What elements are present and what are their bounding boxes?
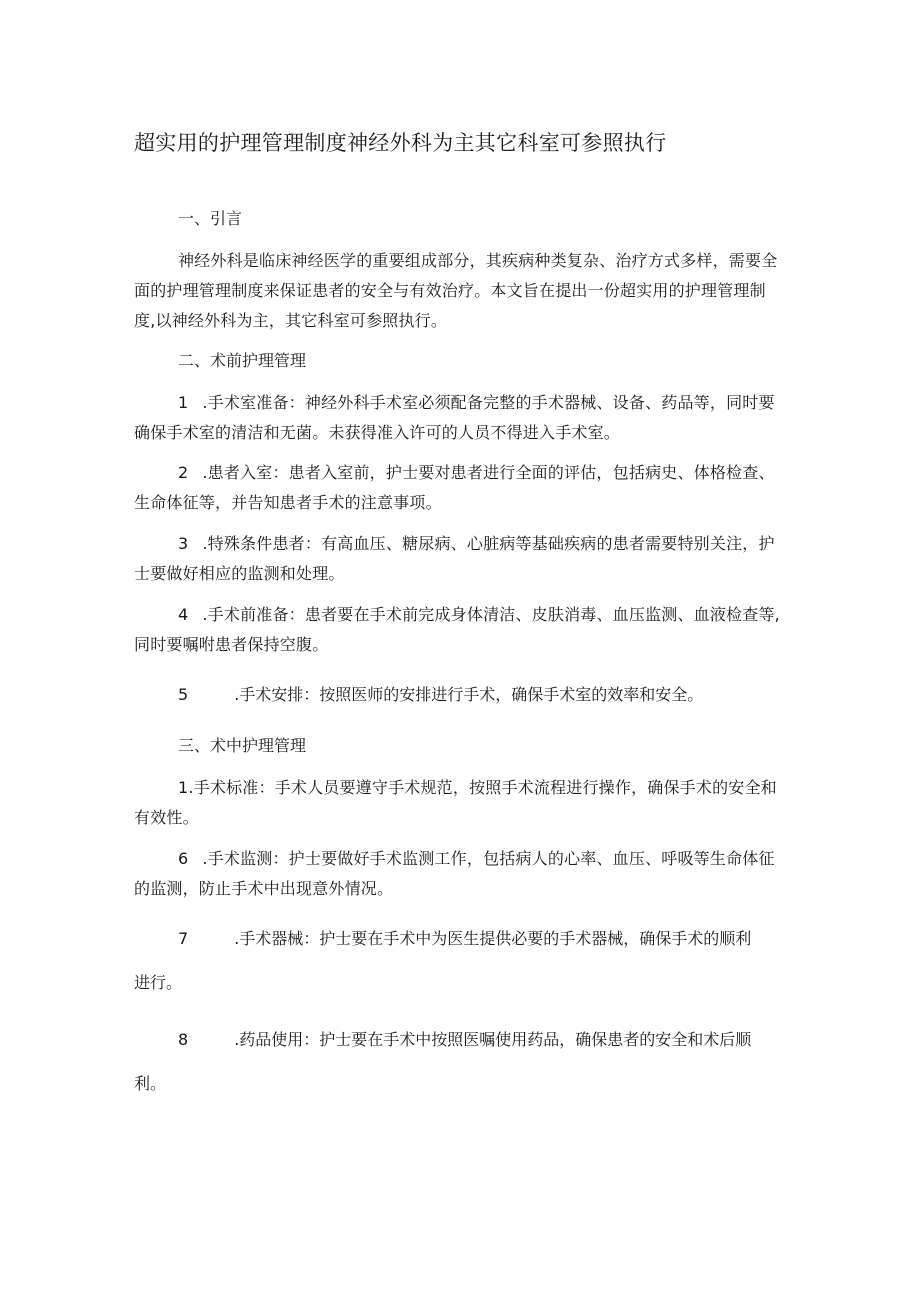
section-heading-preop: 二、术前护理管理 (178, 351, 307, 370)
item-number: 6 (178, 849, 189, 868)
item-text: .患者入室：患者入室前，护士要对患者进行全面的评估，包括病史、体格检查、生命体征等，并告知患者手术的注意事项。 (134, 463, 775, 512)
preop-item-2 (134, 458, 786, 518)
section-heading-intraop: 三、术中护理管理 (178, 736, 307, 755)
item-text: .特殊条件患者：有高血压、糖尿病、心脏病等基础疾病的患者需要特别关注，护士要做好相应的监测和处理。 (134, 534, 775, 583)
item-number: 5 (178, 685, 189, 704)
section-heading-intro: 一、引言 (178, 209, 243, 228)
intro-paragraph: 神经外科是临床神经医学的重要组成部分，其疾病种类复杂、治疗方式多样，需要全面的护理管理制度来保证患者的安全与有效治疗。本文旨在提出一份超实用的护理管理制度,以神经外科为主，其它科室可参照执行。 (134, 251, 778, 330)
intraop-item-8-line1 (178, 1025, 751, 1055)
intraop-item-6 (134, 844, 786, 904)
intraop-item-8-line2: 利。 (134, 1074, 167, 1093)
item-number: 7 (178, 929, 189, 948)
item-text: .手术器械：护士要在手术中为医生提供必要的手术器械，确保手术的顺利 (234, 929, 752, 948)
item-number: 1 (178, 393, 189, 412)
intraop-item-1: 1.手术标准：手术人员要遵守手术规范，按照手术流程进行操作，确保手术的安全和有效性。 (134, 778, 777, 827)
item-text: .手术安排：按照医师的安排进行手术，确保手术室的效率和安全。 (234, 685, 704, 704)
item-text: .药品使用：护士要在手术中按照医嘱使用药品，确保患者的安全和术后顺 (234, 1030, 752, 1049)
item-number: 3 (178, 534, 189, 553)
intraop-item-7-line1 (178, 924, 751, 954)
preop-item-3 (134, 529, 786, 589)
item-text: .手术室准备：神经外科手术室必须配备完整的手术器械、设备、药品等，同时要确保手术室的清洁和无菌。未获得准入许可的人员不得进入手术室。 (134, 393, 775, 442)
preop-item-4 (134, 600, 786, 660)
preop-item-1 (134, 388, 786, 448)
intraop-item-7-line2: 进行。 (134, 973, 183, 992)
preop-item-5 (178, 680, 703, 710)
item-number: 2 (178, 463, 189, 482)
item-text: .手术监测：护士要做好手术监测工作，包括病人的心率、血压、呼吸等生命体征的监测，防止手术中出现意外情况。 (134, 849, 775, 898)
item-number: 8 (178, 1030, 189, 1049)
document-title: 超实用的护理管理制度神经外科为主其它科室可参照执行 (134, 131, 667, 155)
item-text: .手术前准备：患者要在手术前完成身体清洁、皮肤消毒、血压监测、血液检查等,同时要嘱咐患者保持空腹。 (134, 605, 780, 654)
item-number: 4 (178, 605, 189, 624)
